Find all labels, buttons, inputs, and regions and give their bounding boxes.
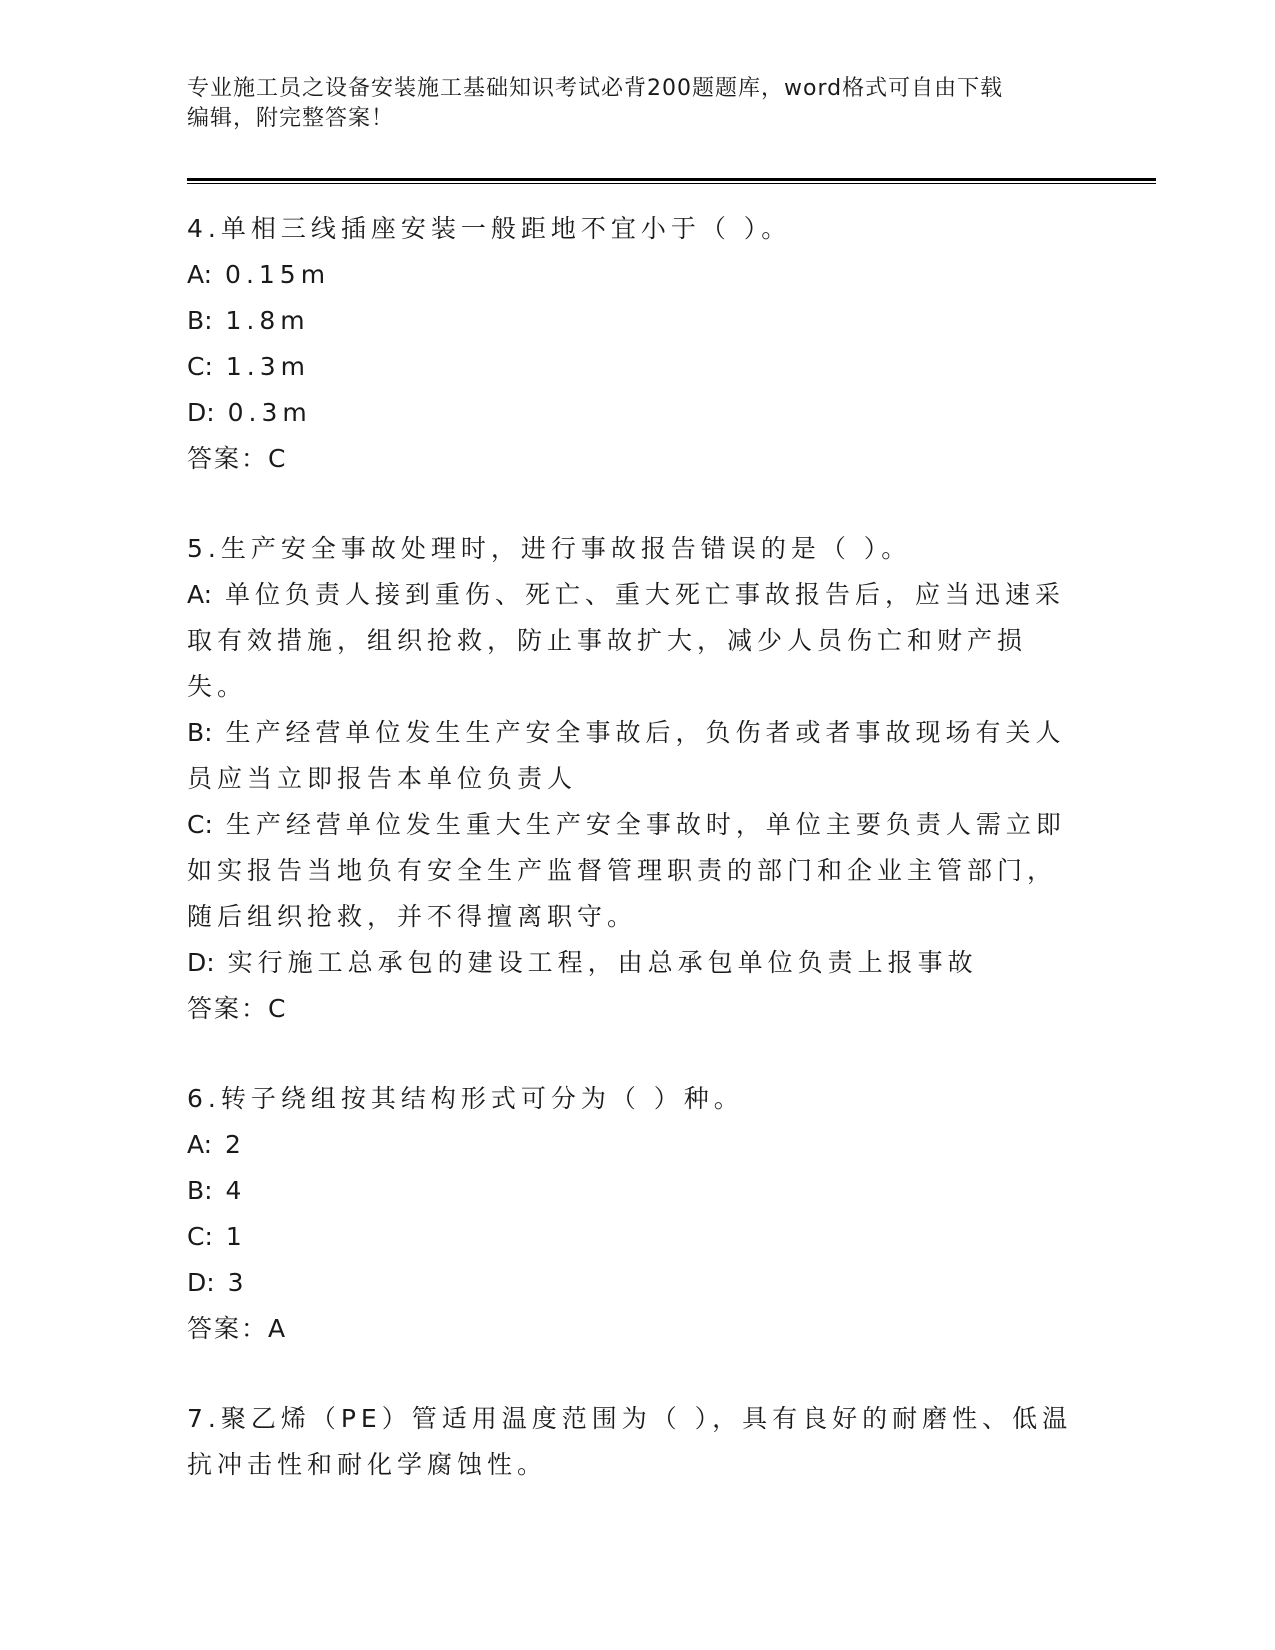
option-b: B: 4 — [187, 1176, 247, 1205]
document-header — [187, 74, 1087, 134]
option-d: D: 0.3m — [187, 398, 312, 427]
question-text: 4.单相三线插座安装一般距地不宜小于（ ）。 — [187, 214, 792, 243]
option-b: B: 生产经营单位发生生产安全事故后，负伤者或者事故现场有关人员应当立即报告本单位负责人 — [187, 718, 1066, 793]
header-divider-thin — [187, 183, 1156, 184]
option-c: C: 1 — [187, 1222, 247, 1251]
option-c: C: 生产经营单位发生重大生产安全事故时，单位主要负责人需立即如实报告当地负有安全生产监督管理职责的部门和企业主管部门，随后组织抢救，并不得擅离职守。 — [187, 810, 1066, 931]
option-a: A: 0.15m — [187, 260, 331, 289]
header-divider-thick — [187, 178, 1156, 181]
question-4 — [187, 206, 1077, 482]
option-a: A: 单位负责人接到重伤、死亡、重大死亡事故报告后，应当迅速采取有效措施，组织抢救，防止事故扩大，减少人员伤亡和财产损失。 — [187, 580, 1066, 701]
option-d: D: 实行施工总承包的建设工程，由总承包单位负责上报事故 — [187, 948, 978, 977]
option-d: D: 3 — [187, 1268, 249, 1297]
answer-label: 答案：A — [187, 1314, 288, 1343]
answer-label: 答案：C — [187, 994, 288, 1023]
question-5 — [187, 526, 1077, 1032]
question-6 — [187, 1076, 1077, 1352]
header-title-line-1: 专业施工员之设备安装施工基础知识考试必背200题题库，word格式可自由下载 — [187, 76, 1004, 101]
answer-label: 答案：C — [187, 444, 288, 473]
option-a: A: 2 — [187, 1130, 246, 1159]
question-list — [187, 206, 1077, 1532]
option-b: B: 1.8m — [187, 306, 310, 335]
option-c: C: 1.3m — [187, 352, 310, 381]
question-text: 5.生产安全事故处理时，进行事故报告错误的是（ ）。 — [187, 534, 912, 563]
question-7 — [187, 1396, 1077, 1488]
header-title-line-2: 编辑，附完整答案！ — [187, 106, 395, 131]
question-text: 6.转子绕组按其结构形式可分为（ ）种。 — [187, 1084, 744, 1113]
question-text: 7.聚乙烯（PE）管适用温度范围为（ ），具有良好的耐磨性、低温抗冲击性和耐化学腐蚀性。 — [187, 1404, 1073, 1479]
